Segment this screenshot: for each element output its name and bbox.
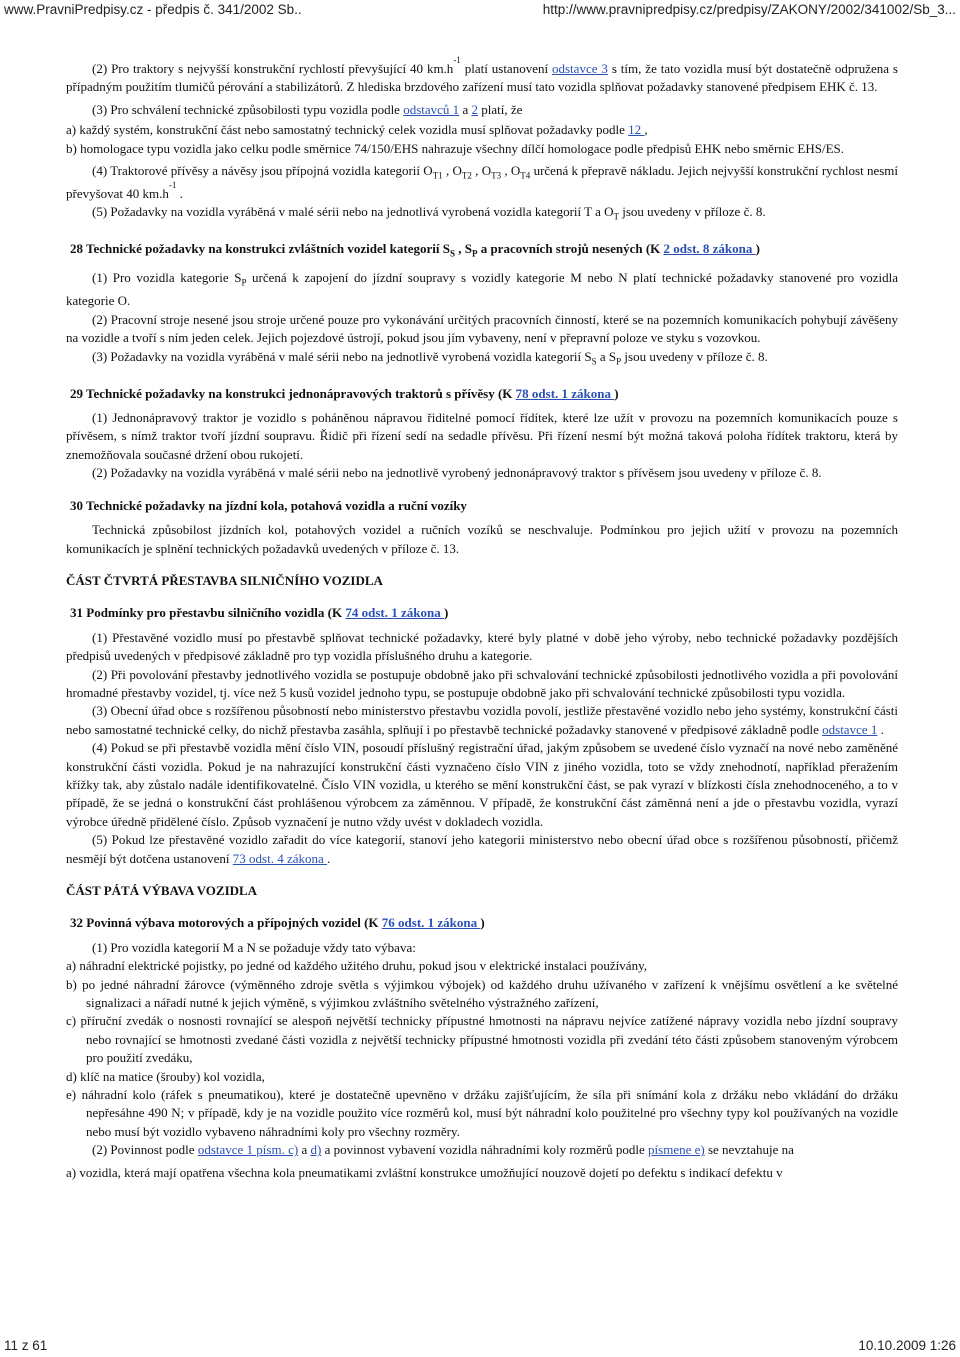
link-78-odst-1-zakona[interactable]: 78 odst. 1 zákona xyxy=(515,385,615,401)
s27-paragraph-5: (5) Požadavky na vozidla vyráběná v malé sérii nebo na jednotlivá vyrobená vozidla kategorií T a $O_T$ jsou uvedeny v příloze č. 8. xyxy=(92,204,766,223)
link-odstavce-3[interactable]: odstavce 3 xyxy=(552,61,608,76)
s27-item-b: b) homologace typu vozidla jako celku podle směrnice 74/150/EHS nahrazuje všechny dílčí homologace podle předpisů EHK nebo směrnic EHS/ES. xyxy=(66,140,845,156)
s29-paragraph-1: (1) Jednonápravový traktor je vozidlo s poháněnou nápravou řiditelné pomocí řídítek, které lze užít v provozu na pozemních komunikacích pouze s přívěsem, s nímž traktor tvoří jízdní soupravu. Řidič při řízení sedí na sedadle přívěsu. Při řízení nesmí být možná taková poloha řídítek traktoru, která by znemožňovala současné držení obou rukojetí. xyxy=(66,410,898,462)
s32-paragraph-2-item-a: a) vozidla, která mají opatřena všechna kola pneumatikami zvláštní konstrukce umožňující nouzově dojetí po defektu s indikací defektu v xyxy=(66,1164,783,1180)
s32-item-e: e) náhradní kolo (ráfek s pneumatikou), které je dostatečně upevněno v držáku zajišťujícím, že síla při snímání kola z držáku nebo vkládání do držáku nepřesáhne 490 N; v případě, kdy je na vozidle použito více rozměrů kol, musí být náhradní kolo použitelné pro všechny typy kol používaných na vozidle nebo musí být vozidlo vybaveno náhradními koly pro všechny rozměry. xyxy=(66,1087,898,1139)
link-odstavcu-1[interactable]: odstavců 1 xyxy=(403,101,460,117)
s31-paragraph-2: (2) Při povolování přestavby jednotlivého vozidla se postupuje obdobně jako při schvalování technické způsobilosti jednotlivého vozidla a při povolování hromadné přestavby vozidel, tj. více než 5 kusů vozidel jednoho typu, se postupuje obdobně jako při schvalování technické způsobilosti typu vozidla. xyxy=(66,666,898,700)
s28-paragraph-3: (3) Požadavky na vozidla vyráběná v malé sérii nebo na jednotlivě vyrobená vozidla kategorií $S_S$ a $S_P$ jsou uvedeny v příloze č. 8. xyxy=(92,348,768,367)
s32-paragraph-1: (1) Pro vozidla kategorií M a N se požaduje vždy tato výbava: xyxy=(92,939,416,955)
s27-paragraph-4: (4) Traktorové přívěsy a návěsy jsou přípojná vozidla kategorií $O_{T1}$ , $O_{T2}$ , $O_{T3}$ , $O_{T4}$ určená k přepravě nákladu. Jejich nejvyšší konstrukční rychlost nesmí převyšovat 40 $km.h^{-1}$ . xyxy=(66,163,899,202)
link-73-odst-4-zakona[interactable]: 73 odst. 4 zákona xyxy=(232,850,328,866)
link-odstavce-1-pism-c[interactable]: odstavce 1 písm. c) xyxy=(197,1142,299,1158)
link-pismene-e[interactable]: písmene e) xyxy=(648,1142,705,1158)
s31-paragraph-1: (1) Přestavěné vozidlo musí po přestavbě splňovat technické požadavky, které byly platné v době jeho výroby, nebo technické požadavky pozdějších předpisů uvedených v předpisové základně pro typ vozidla příslušného druhu a kategorie. xyxy=(66,629,898,664)
link-74-odst-1-zakona[interactable]: 74 odst. 1 zákona xyxy=(345,605,444,621)
link-odstavce-1[interactable]: odstavce 1 xyxy=(822,721,878,737)
s32-item-a: a) náhradní elektrické pojistky, po jedné od každého užitého druhu, pokud jsou v elektrické instalaci používány, xyxy=(66,958,647,974)
s28-heading: 28 Technické požadavky na konstrukci zvláštních vozidel kategorií $S_S$ , $S_P$ a pracovních strojů nesených (K 2 odst. 8 zákona ) xyxy=(70,241,760,260)
s29-paragraph-2: (2) Požadavky na vozidla vyráběná v malé sérii nebo na jednotlivě vyrobený jednonápravový traktor s přívěsem jsou uvedeny v příloze č. 8. xyxy=(92,465,822,481)
s32-item-d: d) klíč na matice (šrouby) kol vozidla, xyxy=(66,1068,265,1084)
s27-item-a: a) každý systém, konstrukční část nebo samostatný technický celek vozidla musí splňovat požadavky podle 12 , xyxy=(66,122,648,138)
s32-heading: 32 Povinná výbava motorových a přípojných vozidel (K 76 odst. 1 zákona ) xyxy=(70,915,485,931)
part-4-heading: ČÁST ČTVRTÁ PŘESTAVBA SILNIČNÍHO VOZIDLA xyxy=(66,572,383,588)
link-12[interactable]: 12 xyxy=(628,122,645,138)
s30-heading: 30 Technické požadavky na jízdní kola, potahová vozidla a ruční vozíky xyxy=(70,497,467,513)
link-odstavec-2[interactable]: 2 xyxy=(471,101,478,117)
s29-heading: 29 Technické požadavky na konstrukci jednonápravových traktorů s přívěsy (K 78 odst. 1 zákona ) xyxy=(70,385,619,401)
document-body xyxy=(66,55,899,1182)
s31-paragraph-3: (3) Obecní úřad obce s rozšířenou působností nebo ministerstvo přestavbu vozidla povolí, jestliže přestavěné vozidlo nebo jeho systémy, konstrukční části nebo samostatné technické celky, do nichž přestavba zasáhla, splňují i po přestavbě technické požadavky stanovené v předpisové základně podle odstavce 1 . xyxy=(66,703,898,737)
s31-paragraph-4: (4) Pokud se při přestavbě vozidla mění číslo VIN, posoudí příslušný registrační úřad, jakým způsobem se uvedené číslo vyznačí na nové nebo zaměněné konstrukční části vozidla. Pokud je na nahrazující konstrukční části vyznačeno číslo VIN z jiného vozidla, toto se vždy znehodnotí, například přeražením křížky tak, aby zůstalo nadále identifikovatelné. Číslo VIN vozidla, u kterého se mění konstrukční část, se pak vyrazí v blízkosti čísla znehodnoceného, a to v případě, že se jedná o konstrukční část prohlášenou výrobcem za záměnnou. V případě, že konstrukční část záměnná není a jde o přestavbu vozidla, vyrazí výrobce úředně přidělené číslo. Způsob vyznačení je nutno vždy uvést v dokladech vozidla. xyxy=(66,740,898,829)
print-header xyxy=(4,2,956,22)
part-5-heading: ČÁST PÁTÁ VÝBAVA VOZIDLA xyxy=(66,883,258,898)
page-counter: 11 z 61 xyxy=(4,1338,48,1353)
s31-heading: 31 Podmínky pro přestavbu silničního vozidla (K 74 odst. 1 zákona ) xyxy=(70,605,449,621)
header-url: http://www.pravnipredpisy.cz/predpisy/ZAKONY/2002/341002/Sb_3... xyxy=(542,2,956,17)
print-datetime: 10.10.2009 1:26 xyxy=(858,1338,956,1353)
print-footer xyxy=(4,1333,956,1353)
link-d[interactable]: d) xyxy=(310,1142,322,1158)
link-2-odst-8-zakona[interactable]: 2 odst. 8 zákona xyxy=(663,241,756,257)
s32-item-c: c) příruční zvedák o nosnosti rovnající se alespoň největší technicky přípustné hmotnosti na nápravu nejvíce zatížené nápravy vozidla nebo jízdní soupravy nebo rovnající se hmotnosti zvedané části vozidla z největší technicky přípustné hmotnosti vozidla při zvedání této části způsobem stanoveným výrobcem pro použití zvedáku, xyxy=(66,1013,898,1066)
s27-paragraph-3: (3) Pro schválení technické způsobilosti typu vozidla podle odstavců 1 a 2 platí, že xyxy=(92,101,523,117)
s32-item-b: b) po jedné náhradní žárovce (výměnného zdroje světla s výjimkou výbojek) od každého druhu užívaného v zařízení k vnějšímu osvětlení a ke světelné signalizaci a nářadí nutné k jejich výměně, s výjimkou zvláštního světelného výstražného zařízení, xyxy=(66,976,898,1011)
s32-paragraph-2: (2) Povinnost podle odstavce 1 písm. c) a d) a povinnost vybavení vozidla náhradními koly rozměrů podle písmene e) se nevztahuje na xyxy=(92,1142,794,1158)
s30-paragraph-1: Technická způsobilost jízdních kol, potahových vozidel a ručních vozíků se neschvaluje. Podmínkou pro jejich užití v provozu na pozemních komunikacích je splnění technických požadavků uvedených v příloze č. 13. xyxy=(66,522,898,556)
s28-paragraph-1: (1) Pro vozidla kategorie $S_P$ určená k zapojení do jízdní soupravy s vozidly kategorie M nebo N platí technické požadavky stanovené pro vozidla kategorie O. xyxy=(66,270,898,309)
s28-paragraph-2: (2) Pracovní stroje nesené jsou stroje určené pouze pro vykonávání určitých pracovních činností, které se na pozemních komunikacích pohybují závěšeny na vozidle a tvoří s ním jeden celek. Jejich pojezdové ústrojí, pokud jsou jím vybaveny, není v přepravní poloze ve styku s vozovkou. xyxy=(66,311,898,346)
header-site-title: www.PravniPredpisy.cz - předpis č. 341/2002 Sb.. xyxy=(4,2,302,17)
s27-paragraph-2: (2) Pro traktory s nejvyšší konstrukční rychlostí převyšující 40 $km.h^{-1}$ platí ustanovení odstavce 3 s tím, že tato vozidla musí být dostatečně odpružena s případným použitím tlumičů pérování a stabilizátorů. Z hlediska brzdového zařízení musí tato vozidla splňovat požadavky stanovené předpisem EHK č. 13. xyxy=(66,55,898,95)
s31-paragraph-5: (5) Pokud lze přestavěné vozidlo zařadit do více kategorií, stanoví jeho kategorii ministerstvo nebo obecní úřad obce s rozšířenou působností, přičemž nesmějí být dotčena ustanovení 73 odst. 4 zákona . xyxy=(66,832,898,866)
link-76-odst-1-zakona[interactable]: 76 odst. 1 zákona xyxy=(381,915,481,931)
